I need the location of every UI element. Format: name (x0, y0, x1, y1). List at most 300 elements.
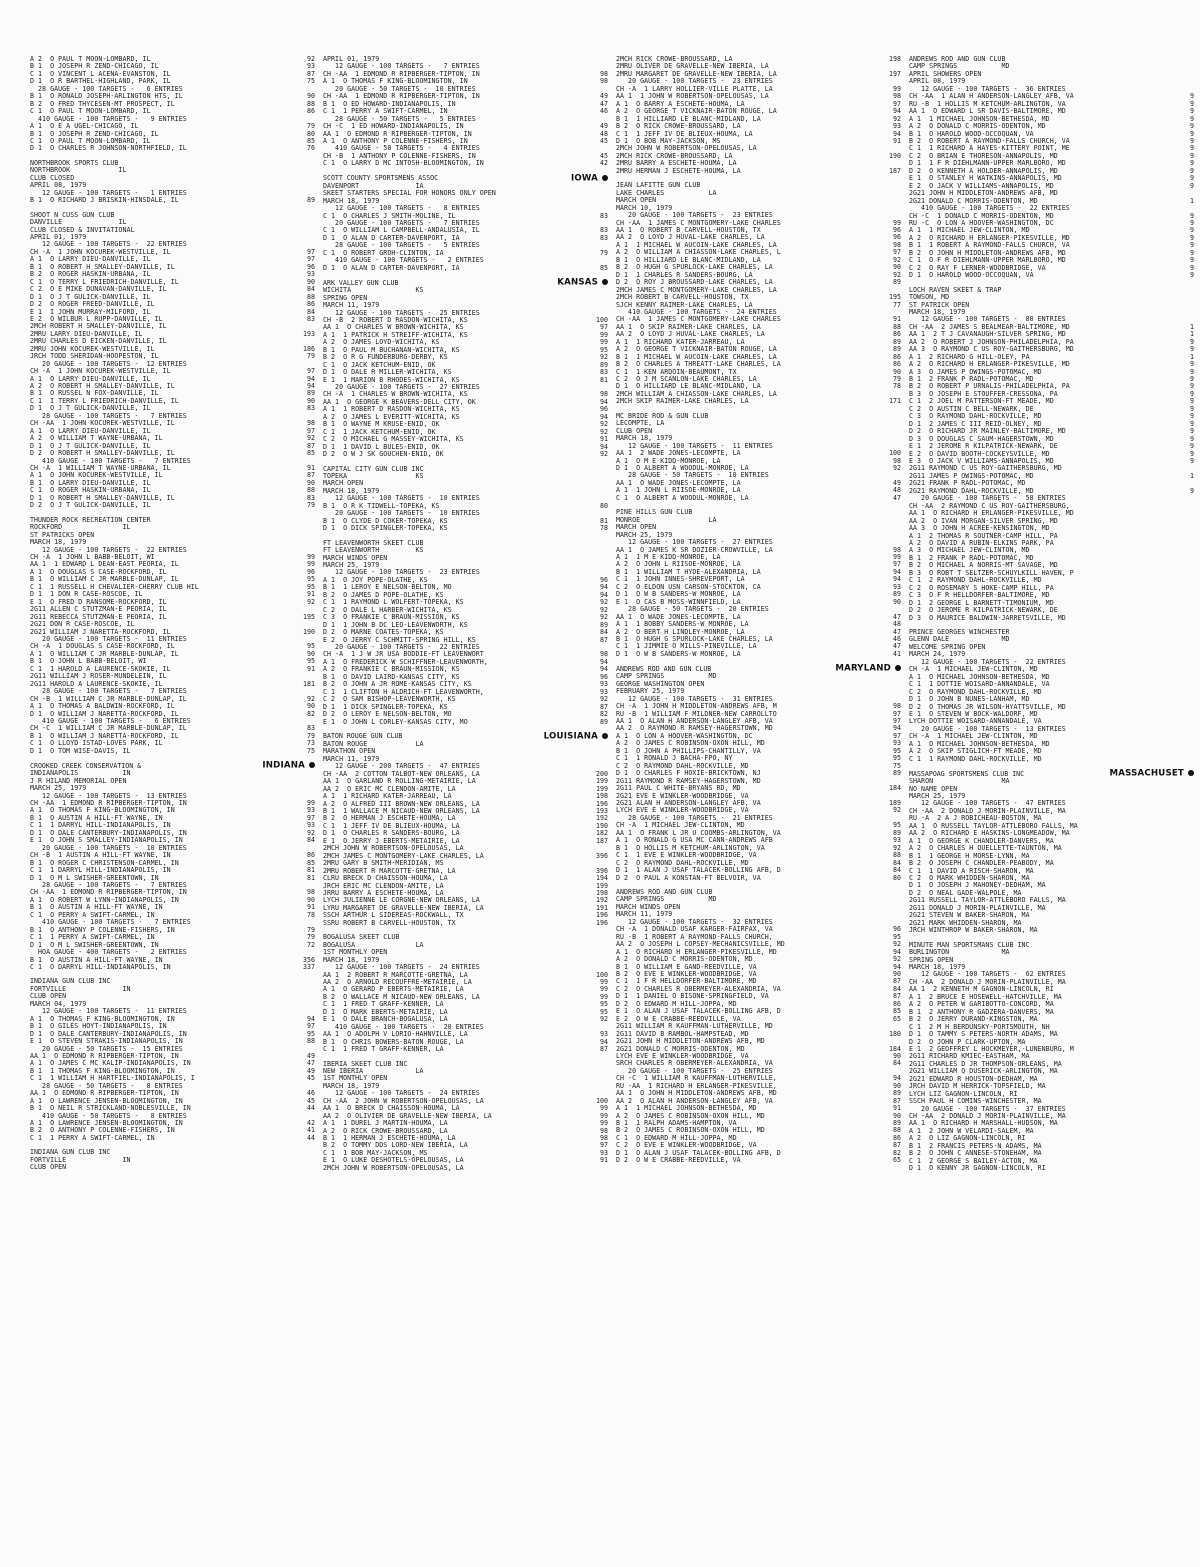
result-score: 9 (1189, 457, 1194, 466)
club-results-block (909, 629, 1194, 763)
result-score: 99 (599, 1111, 608, 1120)
result-text: D 2 O RICHARD JR MAINLEY-BALTIMORE, MD (909, 427, 1066, 436)
result-text: C 2 O CHARLES R OBERMEYER-ALEXANDRIA, VA (616, 984, 781, 993)
result-text: C 2 O BRIAN E THORESON-ANNAPOLIS, MD (909, 151, 1058, 160)
result-text: E 2 O JERRY C SCHMITT-SPRING HILL, KS (323, 635, 476, 644)
result-text: D 1 1 DAVID L BULES-ENID, OK (323, 442, 440, 451)
result-text: 2G21 RAYMOND DAHL-ROCKVILLE, MD (909, 486, 1034, 495)
result-text: D 1 2 JAMES C III REID-OLNEY, MD (909, 419, 1042, 428)
result-text: A 2 O FRANKIE C BRAUN-MISSION, KS (323, 665, 460, 674)
result-text: B 2 O JAMES D POPE-OLATHE, KS (323, 590, 444, 599)
result-score: 97 (892, 99, 901, 108)
result-text: 1ST MONTHLY OPEN (323, 948, 388, 957)
result-text: C 1 1 JEFF IV DE BLIEUX-HOUMA, LA (323, 821, 460, 830)
club-results-block (909, 56, 1194, 280)
result-text: D 1 1 DICK SPINGLER-TOPEKA, KS (323, 702, 448, 711)
result-text: LYCH DOTTIE WOISARD-ANNANDALE, VA (909, 717, 1042, 726)
result-text: B 1 1 WILLIAM T HYDE-ALEXANDRIA, LA (616, 567, 761, 576)
club-results-block (616, 413, 901, 502)
club-results-block (30, 160, 315, 205)
result-text: A 1 1 ROBERT D RASDON-WICHITA, KS (323, 405, 460, 414)
result-score: 47 (306, 1059, 315, 1068)
result-score: 92 (892, 940, 901, 949)
result-score: 93 (599, 1148, 608, 1157)
club-results-block (909, 287, 1194, 622)
result-text: PINE HILLS GUN CLUB (616, 508, 693, 517)
result-text: A 1 O ANTHONY P COLENNE-FISHERS, IN (323, 136, 468, 145)
result-text: B 1 O RICHARD J BRISKIN-HINSDALE, IL (30, 196, 179, 205)
result-score: 182 (595, 829, 608, 838)
result-score: 196 (595, 918, 608, 927)
result-text: C 2 O RAYMOND DAHL-ROCKVILLE, MD (616, 858, 749, 867)
result-text: ROCKFORD IL (30, 523, 131, 532)
result-text: BOGALUSA SKEET CLUB (323, 933, 400, 942)
result-text: CH -AA 1 EDMOND R RIPBERGER-TIPTON, IN (323, 92, 480, 101)
result-score: 45 (306, 1096, 315, 1105)
result-text: B 1 1 RALPH ADAMS-HAMPTON, VA (616, 1119, 737, 1128)
result-text: CH -AA 2 JOHN W ROBERTSON-OPELOUSAS, LA (323, 1096, 484, 1105)
result-score: 197 (888, 69, 901, 78)
result-text: 2G11 ALLEN C STUTZMAN-E PEORIA, IL (30, 605, 167, 614)
result-score: 9 (1189, 233, 1194, 242)
result-text: NO NAME OPEN (909, 784, 958, 793)
result-text: C 1 O PAUL T MOON-LOMBARD, IL (30, 136, 151, 145)
result-score: 99 (892, 553, 901, 561)
result-text: DANVILLE IL (30, 218, 127, 227)
result-text: TOWSON, MD (909, 293, 950, 302)
result-text: C 1 1 PERRY A SWIFT-CARMEL, IN (30, 933, 155, 942)
result-score: 44 (306, 1133, 315, 1142)
result-score: 9 (1189, 248, 1194, 257)
result-text: AA 1 O JAMES K SR DOZIER-CROWVILLE, LA (616, 545, 773, 554)
club-results-block (30, 978, 315, 1142)
result-text: D 1 2 GEORGE L BARNETT-TIMONIUM, MD (909, 598, 1054, 607)
result-score: 1 (1189, 330, 1194, 339)
result-text: B 2 O ROBERT P URNALIS-PHILADELPHIA, PA (909, 382, 1070, 391)
result-score: 80 (599, 501, 608, 510)
result-score: 77 (892, 300, 901, 309)
result-text: 2MCH RICK CROWE-BROUSSARD, LA (616, 151, 733, 160)
result-score: 49 (892, 478, 901, 487)
result-score: 92 (599, 427, 608, 436)
result-text: 410 GAUGE - 100 TARGETS - 7 ENTRIES (30, 456, 191, 465)
result-text: E 1 O CAS B MOSS-WINNFIELD, LA (616, 597, 741, 606)
result-text: D 2 O NEAL GADE-WALPOLE, MA (909, 888, 1022, 897)
result-score: 99 (599, 985, 608, 994)
results-column-4 (909, 56, 1194, 1546)
result-text: AA 1 O RICHARD H ERLANGER-PIKESVILLE, MD (909, 509, 1074, 518)
result-text: D 3 O MAURICE BALDWIN-JARRETSVILLE, MD (909, 613, 1066, 622)
result-text: D 2 O MARNE COATES-TOPEKA, KS (323, 628, 444, 637)
result-line (616, 420, 901, 427)
result-text: A 1 O LARRY DIEU-DANVILLE, IL (30, 426, 151, 435)
result-score: 94 (306, 1014, 315, 1023)
results-columns (30, 55, 1194, 1546)
result-score: 95 (306, 575, 315, 584)
result-text: 2G21 JOHN H MIDDLETON-ANDREWS AFB, MD (616, 1037, 765, 1046)
result-score: 78 (306, 910, 315, 919)
result-text: C 1 1 JIMMIE O MILLS-PINEVILLE, LA (616, 642, 757, 651)
result-score: 79 (306, 501, 315, 510)
result-text: 2MRU OLIVER DE GRAVELLE-NEW IBERIA, LA (616, 62, 769, 71)
result-score: 9 (1189, 99, 1194, 108)
result-score: 9 (1189, 345, 1194, 354)
result-text: CH -C 1 ED HOWARD-INDIANAPOLIS, IN (323, 122, 464, 131)
result-score: 96 (892, 225, 901, 234)
result-score: 48 (599, 129, 608, 138)
result-line (323, 160, 608, 167)
result-text: 20 GAUGE - 50 TARGETS - 10 ENTRIES (323, 84, 476, 93)
result-text: CH -AA 1 JOHN KOCUREK-WESTVILLE, IL (30, 419, 175, 428)
result-text: CAPITAL CITY GUN CLUB INC (323, 464, 424, 473)
result-score: 83 (306, 314, 315, 323)
result-text: B 1 2 ANTHONY R GADZERA-DANVERS, MA (909, 1007, 1054, 1016)
result-text: 2MCH ROBERT H SMALLEY-DANVILLE, IL (30, 322, 167, 331)
result-text: A 2 O ALFRED III BROWN-NEW ORLEANS, LA (323, 799, 480, 808)
result-score: 89 (892, 590, 901, 599)
result-text: AA 3 O JOHN H ACREE-KENSINGTON, MD (909, 524, 1050, 533)
result-text: SJCH KENNY RAIMER-LAKE CHARLES, LA (616, 300, 753, 309)
result-text: A 1 2 THOMAS R SOUTNER-CAMP HILL, PA (909, 531, 1058, 540)
result-score: 98 (892, 702, 901, 711)
result-text: A 1 O BARRY A ESCHETE-HOUMA, LA (616, 99, 745, 108)
result-text: 2G21 DONALD C MORRIS-ODENTON, MD (616, 1044, 745, 1053)
result-text: B 1 O JOSEPH R ZEND-CHICAGO, IL (30, 129, 159, 138)
result-text: CH -A 1 JOHN L BABB-BELOIT, WI (30, 553, 155, 561)
club-results-block (616, 665, 901, 882)
result-text: 12 GAUGE - 100 TARGETS - 80 ENTRIES (909, 315, 1066, 324)
result-line (30, 748, 315, 755)
club-results-block (323, 540, 608, 726)
result-text: 2G21 DON R CASE-ROSCOE, IL (30, 620, 135, 629)
result-text: APRIL 08, 1979 (30, 181, 87, 190)
result-text: AA 2 O ROBERT J JOHNSON-PHILADELPHIA, PA (909, 337, 1074, 346)
result-score: 96 (892, 925, 901, 934)
result-text: B 1 O WILLIAM E GAND-REEDVILLE, VA (616, 962, 757, 971)
result-text: A 3 O MICHAEL JEW-CLINTON, MD (909, 546, 1030, 555)
result-text: D 3 O DOUGLAS C SAUM-HAGERSTOWN, MD (909, 434, 1054, 443)
result-score: 88 (306, 99, 315, 108)
result-text: E 1 O STANLEY H WATKINS-ANNAPOLIS, MD (909, 174, 1062, 183)
result-text: JRCH TODD SHERIDAN-HOOPESTON, IL (30, 352, 159, 361)
result-text: CLUB OPEN (30, 992, 67, 1001)
result-score: 82 (599, 710, 608, 719)
result-text: B 1 O HILLIARD LE BLANC-MIDLAND, LA (616, 255, 761, 264)
result-text: PRINCE GEORGES WINCHESTER (909, 627, 1010, 636)
result-text: CH -AA 2 JAMES S BEALMEAR-BALTIMORE, MD (909, 322, 1070, 331)
result-text: C 2 O E MIKE DUNAVAN-DANVILLE, IL (30, 285, 167, 294)
result-text: HOA GAUGE - 400 TARGETS - 2 ENTRIES (30, 948, 187, 957)
result-score: 396 (595, 866, 608, 875)
result-score: 89 (599, 717, 608, 726)
result-text: APRIL 08, 1979 (909, 77, 966, 86)
result-text: B 2 O ROGER HASKIN-URBANA, IL (30, 270, 151, 279)
result-text: B 1 1 THOMAS F KING-BLOOMINGTON, IN (30, 1066, 175, 1075)
result-score: 195 (888, 293, 901, 302)
result-text: 410 GAUGE - 50 TARGETS - 4 ENTRIES (323, 144, 480, 153)
result-score: 186 (302, 344, 315, 353)
result-text: E 1 O FRED D RANSOME-ROCKFORD, IL (30, 597, 167, 606)
result-text: CH -AA 2 DONALD J MORIN-PLAINVILLE, MA (909, 1112, 1066, 1121)
result-text: A 1 O RONALD G USA MC CANN-ANDREWS AFB (616, 836, 773, 845)
result-text: D 1 O WILLIAM J NARETTA-ROCKFORD, IL (30, 709, 179, 718)
result-text: A 2 O SKIP STIGLICH-FT MEADE, MD (909, 747, 1042, 756)
result-score: 83 (599, 368, 608, 377)
result-score: 87 (306, 471, 315, 480)
result-text: TOPEKA KS (323, 472, 424, 481)
result-text: 2G21 ALAN H ANDERSON-LANGLEY AFB, VA (616, 799, 761, 807)
club-results-block (323, 279, 608, 458)
result-text: E 2 O DAVID BOOTH-COCKEYSVILLE, MD (909, 449, 1050, 458)
result-score: 91 (306, 590, 315, 599)
result-text: A 2 O GEORGE T VICKNAIR-BATON ROUGE, LA (616, 345, 777, 354)
result-score: 88 (892, 1126, 901, 1135)
result-text: B 1 O JOSEPH R ZEND-CHICAGO, IL (30, 62, 159, 71)
result-text: B 2 O ANTHONY P COLENNE-FISHERS, IN (30, 1126, 175, 1135)
result-score: 99 (599, 1119, 608, 1128)
result-score: 9 (1189, 486, 1194, 495)
result-score: 93 (306, 806, 315, 815)
result-score: 49 (306, 1051, 315, 1060)
result-score: 94 (892, 1074, 901, 1083)
club-results-block (909, 770, 1194, 934)
club-results-block (616, 182, 901, 406)
result-text: MARCH OPEN (616, 196, 657, 205)
result-score: 86 (892, 330, 901, 339)
result-text: AA 1 O WADE JONES-LECOMPTE, LA (616, 478, 741, 487)
result-score: 90 (892, 1111, 901, 1120)
result-text: B 1 O AUSTIN A HILL-FT WAYNE, IN (30, 813, 163, 822)
result-score: 84 (892, 866, 901, 875)
result-text: B 1 O AUSTIN A HILL-FT WAYNE, IN (30, 955, 163, 964)
result-text: B 1 O WILLIAM C JR MARBLE-DUNLAP, IL (30, 575, 179, 584)
club-results-block (30, 517, 315, 756)
result-text: 12 GAUGE - 100 TARGETS - 31 ENTRIES (616, 694, 773, 703)
result-score: 90 (892, 969, 901, 978)
result-text: AA 1 O GEORGE K BEAVERS-DELL CITY, OK (323, 397, 476, 406)
result-text: C 1 1 JACK KETCHUM-ENID, OK (323, 427, 436, 436)
result-text: 12 GAUGE - 100 TARGETS - 62 ENTRIES (909, 970, 1066, 979)
result-line (616, 398, 901, 405)
result-score: 92 (599, 353, 608, 362)
result-score: 95 (892, 821, 901, 830)
result-score: 97 (306, 1022, 315, 1031)
result-line (30, 1164, 315, 1171)
result-text: 2MRU JOHN KOCUREK-WESTVILLE, IL (30, 344, 155, 353)
result-score: 95 (892, 754, 901, 763)
result-score: 91 (892, 136, 901, 145)
result-line (616, 517, 901, 524)
result-score: 95 (892, 932, 901, 941)
result-text: LYCH EVE E WINKLER-WOODBRIDGE, VA (616, 1051, 749, 1060)
result-score: 100 (595, 315, 608, 324)
result-score: 99 (599, 338, 608, 347)
result-score: 98 (599, 77, 608, 86)
result-score: 396 (595, 851, 608, 860)
result-text: A 3 O JAMES P OWINGS-POTOMAC, MD (909, 367, 1042, 376)
result-text: D 1 O KENNY JR GAGNON-LINCOLN, RI (909, 1164, 1046, 1173)
result-line (323, 451, 608, 458)
result-text: A 2 O DONALD C MORRIS-ODENTON, MD (616, 955, 753, 964)
result-score: 94 (892, 129, 901, 138)
club-results-block (616, 889, 901, 1165)
result-text: B 2 O JOSEPH C CHANDLER-PEABODY, MA (909, 859, 1054, 868)
result-text: MARCH OPEN (323, 479, 364, 488)
result-text: 28 GAUGE - 100 TARGETS - 6 ENTRIES (30, 84, 183, 93)
result-text: JRRU BARRY A ESCHETE-HOUMA, LA (323, 888, 444, 897)
result-text: CAMP SPRINGS MD (616, 672, 717, 681)
state-heading: LOUISIANA (544, 733, 608, 741)
result-text: A 2 O JOHN L RIISOE-MONROE, LA (616, 560, 741, 569)
result-text: 2G11 RUSSELL TAYLOR-ATTLEBORO FALLS, MA (909, 896, 1066, 905)
result-text: 20 GAUGE - 100 TARGETS - 10 ENTRIES (323, 509, 480, 518)
result-text: B 1 2 FRANCIS PETERS-N ADAMS, MA (909, 1141, 1042, 1150)
result-text: 28 GAUGE - 50 TARGETS - 10 ENTRIES (616, 471, 769, 480)
result-score: 9 (1189, 404, 1194, 413)
result-text: C 1 2 JOEL M PATTERSON-FT MEADE, MD (909, 397, 1054, 406)
result-text: D 1 O CHARLES R SANDERS-BOURG, LA (323, 829, 460, 838)
result-text: B 1 O ROGER C CHRISTENSON-CARMEL, IN (30, 858, 179, 867)
club-results-block (616, 56, 901, 175)
state-heading: IOWA (571, 175, 608, 183)
result-text: E 1 I JOHN MURRAY-MILFORD, IL (30, 307, 151, 316)
result-text: CH -B 1 WILLIAM C JR MARBLE-DUNLAP, IL (30, 694, 187, 703)
result-text: MARCH 18, 1979 (323, 955, 380, 964)
result-text: 28 GAUGE - 50 TARGETS - 8 ENTRIES (30, 1081, 183, 1090)
result-text: 28 GAUGE - 100 TARGETS - 7 ENTRIES (30, 880, 187, 889)
club-results-block (909, 942, 1194, 1173)
result-text: D 1 O ALAN D CARTER-DAVENPORT, IA (323, 233, 460, 242)
result-score: 89 (599, 360, 608, 369)
result-text: C 2 O AUSTIN C BELL-NEWARK, DE (909, 404, 1034, 413)
result-score: 81 (599, 516, 608, 525)
result-score: 92 (892, 806, 901, 815)
result-text: 28 GAUGE - 50 TARGETS - 20 ENTRIES (616, 605, 769, 614)
result-text: 2G21 WILLIAM J NARETTA-ROCKFORD, IL (30, 627, 171, 636)
result-text: B 1 1 MICHAEL W AUCOIN-LAKE CHARLES, LA (616, 352, 777, 361)
result-text: THUNDER ROCK RECREATION CENTER (30, 515, 151, 524)
result-text: C 1 O ROBERT GROH-CLINTON, IA (323, 248, 444, 257)
result-text: 410 GAUGE - 100 TARGETS - 22 ENTRIES (909, 204, 1070, 213)
result-score: 1 (1189, 196, 1194, 205)
result-text: 20 GAUGE - 100 TARGETS - 23 ENTRIES (616, 211, 773, 220)
result-text: 1ST MONTHLY OPEN (323, 1074, 388, 1083)
result-text: C 1 O JACK KETCHUM-ENID, OK (323, 360, 436, 369)
result-text: AA 1 O EDMOND R RIPBERGER-TIPTON, IN (323, 129, 472, 138)
result-text: B 1 2 FRANK P RADL-POTOMAC, MD (909, 375, 1034, 384)
result-score: 90 (892, 263, 901, 272)
result-text: C 3 O F R HELLDORFER-BALTIMORE, MD (909, 591, 1050, 600)
result-text: 2MCH JAMES C MONTGOMERY-LAKE CHARLES, LA (323, 851, 484, 860)
result-score: 9 (1189, 337, 1194, 346)
result-text: AA 1 O ROBERT B CARVELL-HOUSTON, TX (616, 225, 761, 234)
result-text: A 1 O THOMAS A BALDWIN-ROCKFORD, IL (30, 702, 175, 711)
result-text: CH -C 1 WILLIAM R KAUFFMAN-LUTHERVILLE, (616, 1074, 777, 1083)
result-score: 87 (599, 635, 608, 644)
result-text: SRCH CHARLES R OBERMEYER-ALEXANDRIA, VA (616, 1059, 773, 1068)
result-text: A 1 1 MICHAEL JOHNSON-BETHESDA, MD (909, 114, 1050, 123)
result-text: A 1 1 BOBBY SANDERS-W MONROE, LA (616, 620, 749, 629)
result-text: E 2 O W E CRABBE-REEDVILLE, VA (616, 1014, 741, 1023)
result-text: A 1 O THOMAS F KING-BLOOMINGTON, IN (323, 77, 468, 86)
result-text: D 1 O ROBERT H SMALLEY-DANVILLE, IL (30, 493, 175, 502)
result-line (30, 145, 315, 152)
result-score: 87 (306, 69, 315, 78)
result-text: E 1 O JOHN L CORLEY-KANSAS CITY, MO (323, 717, 468, 726)
result-text: A 1 O RICHARD H ERLANGER-PIKESVILLE, MD (616, 947, 777, 956)
result-text: 2G11 JAMES P OWINGS-POTOMAC, MD (909, 471, 1034, 480)
result-score: 9 (1189, 129, 1194, 138)
result-text: 12 GAUGE - 100 TARGETS - 13 ENTRIES (30, 791, 187, 800)
result-text: LAKE CHARLES LA (616, 188, 717, 197)
result-text: A 2 O JAMES C ROBINSON-OXON HILL, MD (616, 739, 765, 748)
result-score: 193 (595, 807, 608, 815)
result-text: B 1 O CLYDE D COKER-TOPEKA, KS (323, 516, 448, 525)
result-score: 72 (306, 940, 315, 949)
result-text: 12 GAUGE - 100 TARGETS - 32 ENTRIES (616, 917, 773, 926)
result-score: 91 (892, 315, 901, 324)
result-text: CH -AA 1 EDMOND R RIPBERGER-TIPTON, IN (323, 69, 480, 78)
result-score: 181 (302, 679, 315, 688)
result-text: D 2 O EDWARD M HILL-JOPPA, MD (616, 999, 737, 1008)
result-score: 196 (595, 911, 608, 920)
result-text: MONROE LA (616, 515, 717, 524)
result-line (616, 190, 901, 197)
result-score: 93 (892, 739, 901, 748)
result-score: 98 (892, 92, 901, 101)
result-score: 89 (892, 769, 901, 778)
result-score: 76 (306, 144, 315, 153)
result-text: D 1 O ALAN D CARTER-DAVENPORT, IA (323, 263, 460, 272)
result-text: B 1 2 FRANK P RADL-POTOMAC, MD (909, 553, 1034, 562)
result-score: 46 (306, 1089, 315, 1098)
result-score: 75 (306, 746, 315, 755)
result-text: FEBRUARY 25, 1979 (616, 687, 685, 696)
result-score: 184 (888, 1044, 901, 1053)
result-score: 97 (892, 248, 901, 257)
result-text: 2MRU CHARLES D EICKEN-DANVILLE, IL (30, 337, 167, 346)
result-score: 41 (892, 649, 901, 658)
result-score: 81 (306, 866, 315, 875)
result-score: 48 (892, 620, 901, 629)
result-score: 91 (306, 664, 315, 673)
result-text: C 1 O ROGER HASKIN-URBANA, IL (30, 486, 151, 495)
result-score: 83 (599, 233, 608, 242)
result-line (323, 1165, 608, 1172)
result-text: MARCH WINDS OPEN (616, 902, 681, 911)
result-text: A 1 O THOMAS F KING-BLOOMINGTON, IN (30, 1014, 175, 1023)
result-score: 97 (599, 1141, 608, 1150)
result-score: 184 (888, 784, 901, 793)
result-text: D 1 O J T GULICK-DANVILLE, IL (30, 441, 151, 450)
result-text: E 3 O JACK V WILLIAMS-ANNAPOLIS, MD (909, 457, 1054, 466)
state-heading: KANSAS (557, 279, 608, 287)
result-text: C 1 1 DARRYL HILL-INDIANAPOLIS, IN (30, 866, 171, 875)
result-text: 2G21 MARK WHIDDEN-SHARON, MA (909, 918, 1022, 927)
result-line (323, 525, 608, 532)
result-text: 2MCH JOHN W ROBERTSON-OPELOUSAS, LA (323, 1163, 464, 1172)
result-text: JRCH WINTHROP W BAKER-SHARON, MA (909, 926, 1038, 935)
result-text: D 1 1 DON R CASE-ROSCOE, IL (30, 590, 143, 599)
result-text: A 2 O BERT H LINDLEY-MONROE, LA (616, 627, 745, 636)
result-text: A 2 O JAMES LOYD-WICHITA, KS (323, 338, 440, 347)
result-score: 42 (599, 159, 608, 168)
result-text: C 1 2 M H BERDUNSKY-PORTSMOUTH, NH (909, 1022, 1050, 1031)
result-score: 78 (599, 524, 608, 533)
result-score: 92 (599, 695, 608, 704)
result-text: RU -B 1 HOLLIS M KETCHUM-ARLINGTON, VA (909, 99, 1066, 108)
result-text: D 1 O CHARLES F HOXIE-BRICKTOWN, NJ (616, 769, 761, 778)
